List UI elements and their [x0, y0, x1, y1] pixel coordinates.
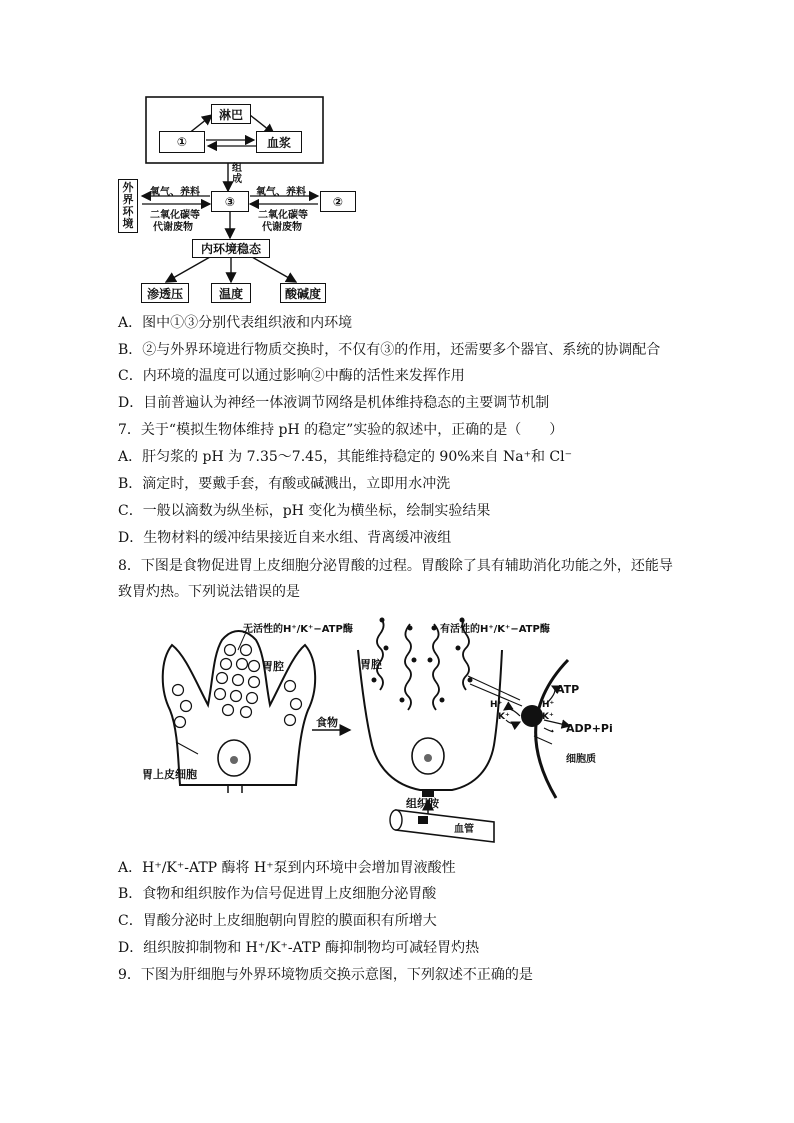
epithelial-cell-label: 胃上皮细胞 — [142, 768, 197, 781]
temperature-label: 温度 — [218, 286, 243, 301]
left-co2-label: 二氧化碳等 — [150, 210, 200, 221]
lumen-right-label: 胃腔 — [360, 658, 382, 671]
external-label: 外界环境 — [122, 181, 134, 230]
q9-stem: 9．下图为肝细胞与外界环境物质交换示意图，下列叙述不正确的是 — [118, 967, 533, 983]
vessel-label: 血管 — [454, 824, 474, 835]
left-oxygen-label: 氧气、养料 — [150, 187, 200, 198]
node1-label: ① — [176, 135, 188, 149]
q8-option-d: D．组织胺抑制物和 H⁺/K⁺-ATP 酶抑制物均可减轻胃灼热 — [118, 940, 480, 956]
node3-label: ③ — [224, 194, 236, 209]
h-out-label: H⁺ — [490, 700, 503, 710]
q6-option-d: D．目前普遍认为神经一体液调节网络是机体维持稳态的主要调节机制 — [118, 395, 550, 411]
plasma-label: 血浆 — [266, 135, 291, 150]
k-out-label: K⁺ — [498, 712, 510, 722]
lumen-left-label: 胃腔 — [262, 660, 284, 673]
ph-label: 酸碱度 — [284, 286, 321, 301]
h-in-label: H⁺ — [542, 700, 555, 710]
q7-option-d: D．生物材料的缓冲结果接近自来水组、背离缓冲液组 — [118, 530, 452, 546]
q8-option-a: A．H⁺/K⁺-ATP 酶将 H⁺泵到内环境中会增加胃液酸性 — [118, 860, 456, 876]
q7-option-b: B．滴定时，要戴手套，有酸或碱溅出，立即用水冲洗 — [118, 476, 451, 492]
histamine-label: 组织胺 — [406, 797, 439, 810]
node2-label: ② — [332, 194, 344, 209]
homeostasis-label: 内环境稳态 — [200, 242, 261, 256]
left-waste-label: 代谢废物 — [153, 222, 193, 233]
adp-pi-label: ADP+Pi — [566, 722, 613, 735]
compose-label: 组成 — [232, 163, 242, 185]
inactive-pump-label: 无活性的H⁺/K⁺−ATP酶 — [243, 624, 353, 635]
q7-option-c: C．一般以滴数为纵坐标，pH 变化为横坐标，绘制实验结果 — [118, 503, 491, 519]
food-label: 食物 — [316, 716, 338, 729]
right-co2-label: 二氧化碳等 — [258, 210, 308, 221]
q8-option-b: B．食物和组织胺作为信号促进胃上皮细胞分泌胃酸 — [118, 886, 437, 902]
q8-option-c: C．胃酸分泌时上皮细胞朝向胃腔的膜面积有所增大 — [118, 913, 437, 929]
q8-stem: 8．下图是食物促进胃上皮细胞分泌胃酸的过程。胃酸除了具有辅助消化功能之外，还能导致胃灼热。下列说法错误的是 — [118, 558, 673, 600]
q6-option-c: C．内环境的温度可以通过影响②中酶的活性来发挥作用 — [118, 368, 465, 384]
q6-option-a: A．图中①③分别代表组织液和内环境 — [118, 315, 353, 331]
lymph-label: 淋巴 — [218, 107, 243, 122]
q6-option-b: B．②与外界环境进行物质交换时，不仅有③的作用，还需要多个器官、系统的协调配合 — [118, 342, 661, 358]
active-pump-label: 有活性的H⁺/K⁺−ATP酶 — [440, 624, 550, 635]
right-waste-label: 代谢废物 — [262, 222, 302, 233]
q7-option-a: A．肝匀浆的 pH 为 7.35～7.45，其能维持稳定的 90%来自 Na⁺和 Cl⁻ — [118, 449, 573, 465]
cytoplasm-label: 细胞质 — [566, 754, 596, 765]
atp-label: ATP — [556, 683, 580, 696]
right-oxygen-label: 氧气、养料 — [256, 187, 306, 198]
q7-stem: 7．关于“模拟生物体维持 pH 的稳定”实验的叙述中，正确的是（ ） — [118, 422, 564, 438]
k-in-label: K⁺ — [542, 712, 554, 722]
osmotic-label: 渗透压 — [146, 286, 183, 301]
